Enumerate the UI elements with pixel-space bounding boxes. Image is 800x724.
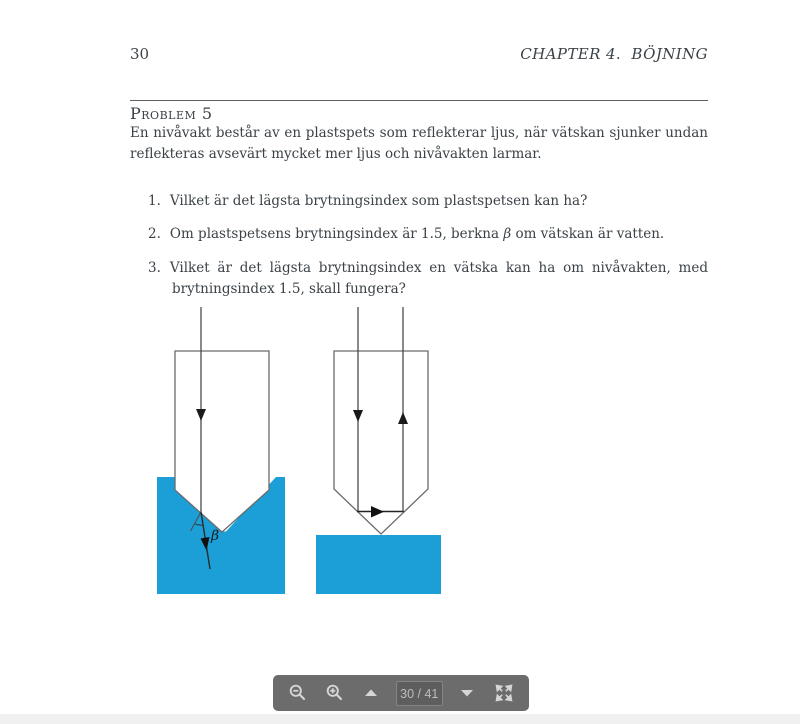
intro-line: En nivåvakt består av en plastspets som reflekterar ljus, när vätskan sjunker undan — [130, 125, 708, 141]
viewer-bottom-edge — [0, 714, 800, 724]
question-2 — [148, 224, 708, 245]
header-rule — [130, 100, 708, 101]
problem-intro — [130, 123, 708, 164]
zoom-out-button[interactable] — [286, 681, 310, 705]
question-text: Om plastspetsens brytningsindex är 1.5, berkna — [169, 226, 504, 242]
problem-title: Problem 5 — [130, 104, 213, 123]
previous-page-button[interactable] — [359, 681, 383, 705]
level-guard-figure — [140, 300, 460, 600]
chapter-title: CHAPTER 4. BÖJNING — [520, 45, 708, 63]
question-number: 3. — [148, 260, 161, 276]
question-number: 1. — [148, 193, 161, 209]
question-text: om vätskan är vatten. — [511, 226, 665, 242]
intro-line: reflekteras avsevärt mycket mer ljus och nivåvakten larmar. — [130, 145, 542, 162]
plastic-tip-right — [334, 351, 428, 534]
zoom-in-icon — [325, 683, 345, 703]
question-1 — [148, 191, 708, 212]
chevron-down-icon — [460, 688, 474, 698]
fullscreen-button[interactable] — [492, 681, 516, 705]
zoom-in-button[interactable] — [323, 681, 347, 705]
beta-symbol: β — [503, 226, 512, 242]
document-header — [130, 45, 708, 63]
fullscreen-icon — [494, 683, 514, 703]
question-text: Vilket är det lägsta brytningsindex en vätska kan ha om nivåvakten, med — [169, 260, 708, 276]
next-page-button[interactable] — [455, 681, 479, 705]
zoom-out-icon — [288, 683, 308, 703]
angle-label: β — [211, 528, 220, 544]
question-3 — [148, 258, 708, 299]
liquid-surface — [316, 535, 441, 594]
page-indicator[interactable]: 30 / 41 — [396, 681, 443, 706]
page-number: 30 — [130, 45, 150, 63]
pdf-toolbar — [273, 675, 529, 711]
question-text: Vilket är det lägsta brytningsindex som plastspetsen kan ha? — [169, 193, 588, 209]
question-number: 2. — [148, 226, 161, 242]
question-text: brytningsindex 1.5, skall fungera? — [172, 280, 406, 297]
chevron-up-icon — [364, 688, 378, 698]
